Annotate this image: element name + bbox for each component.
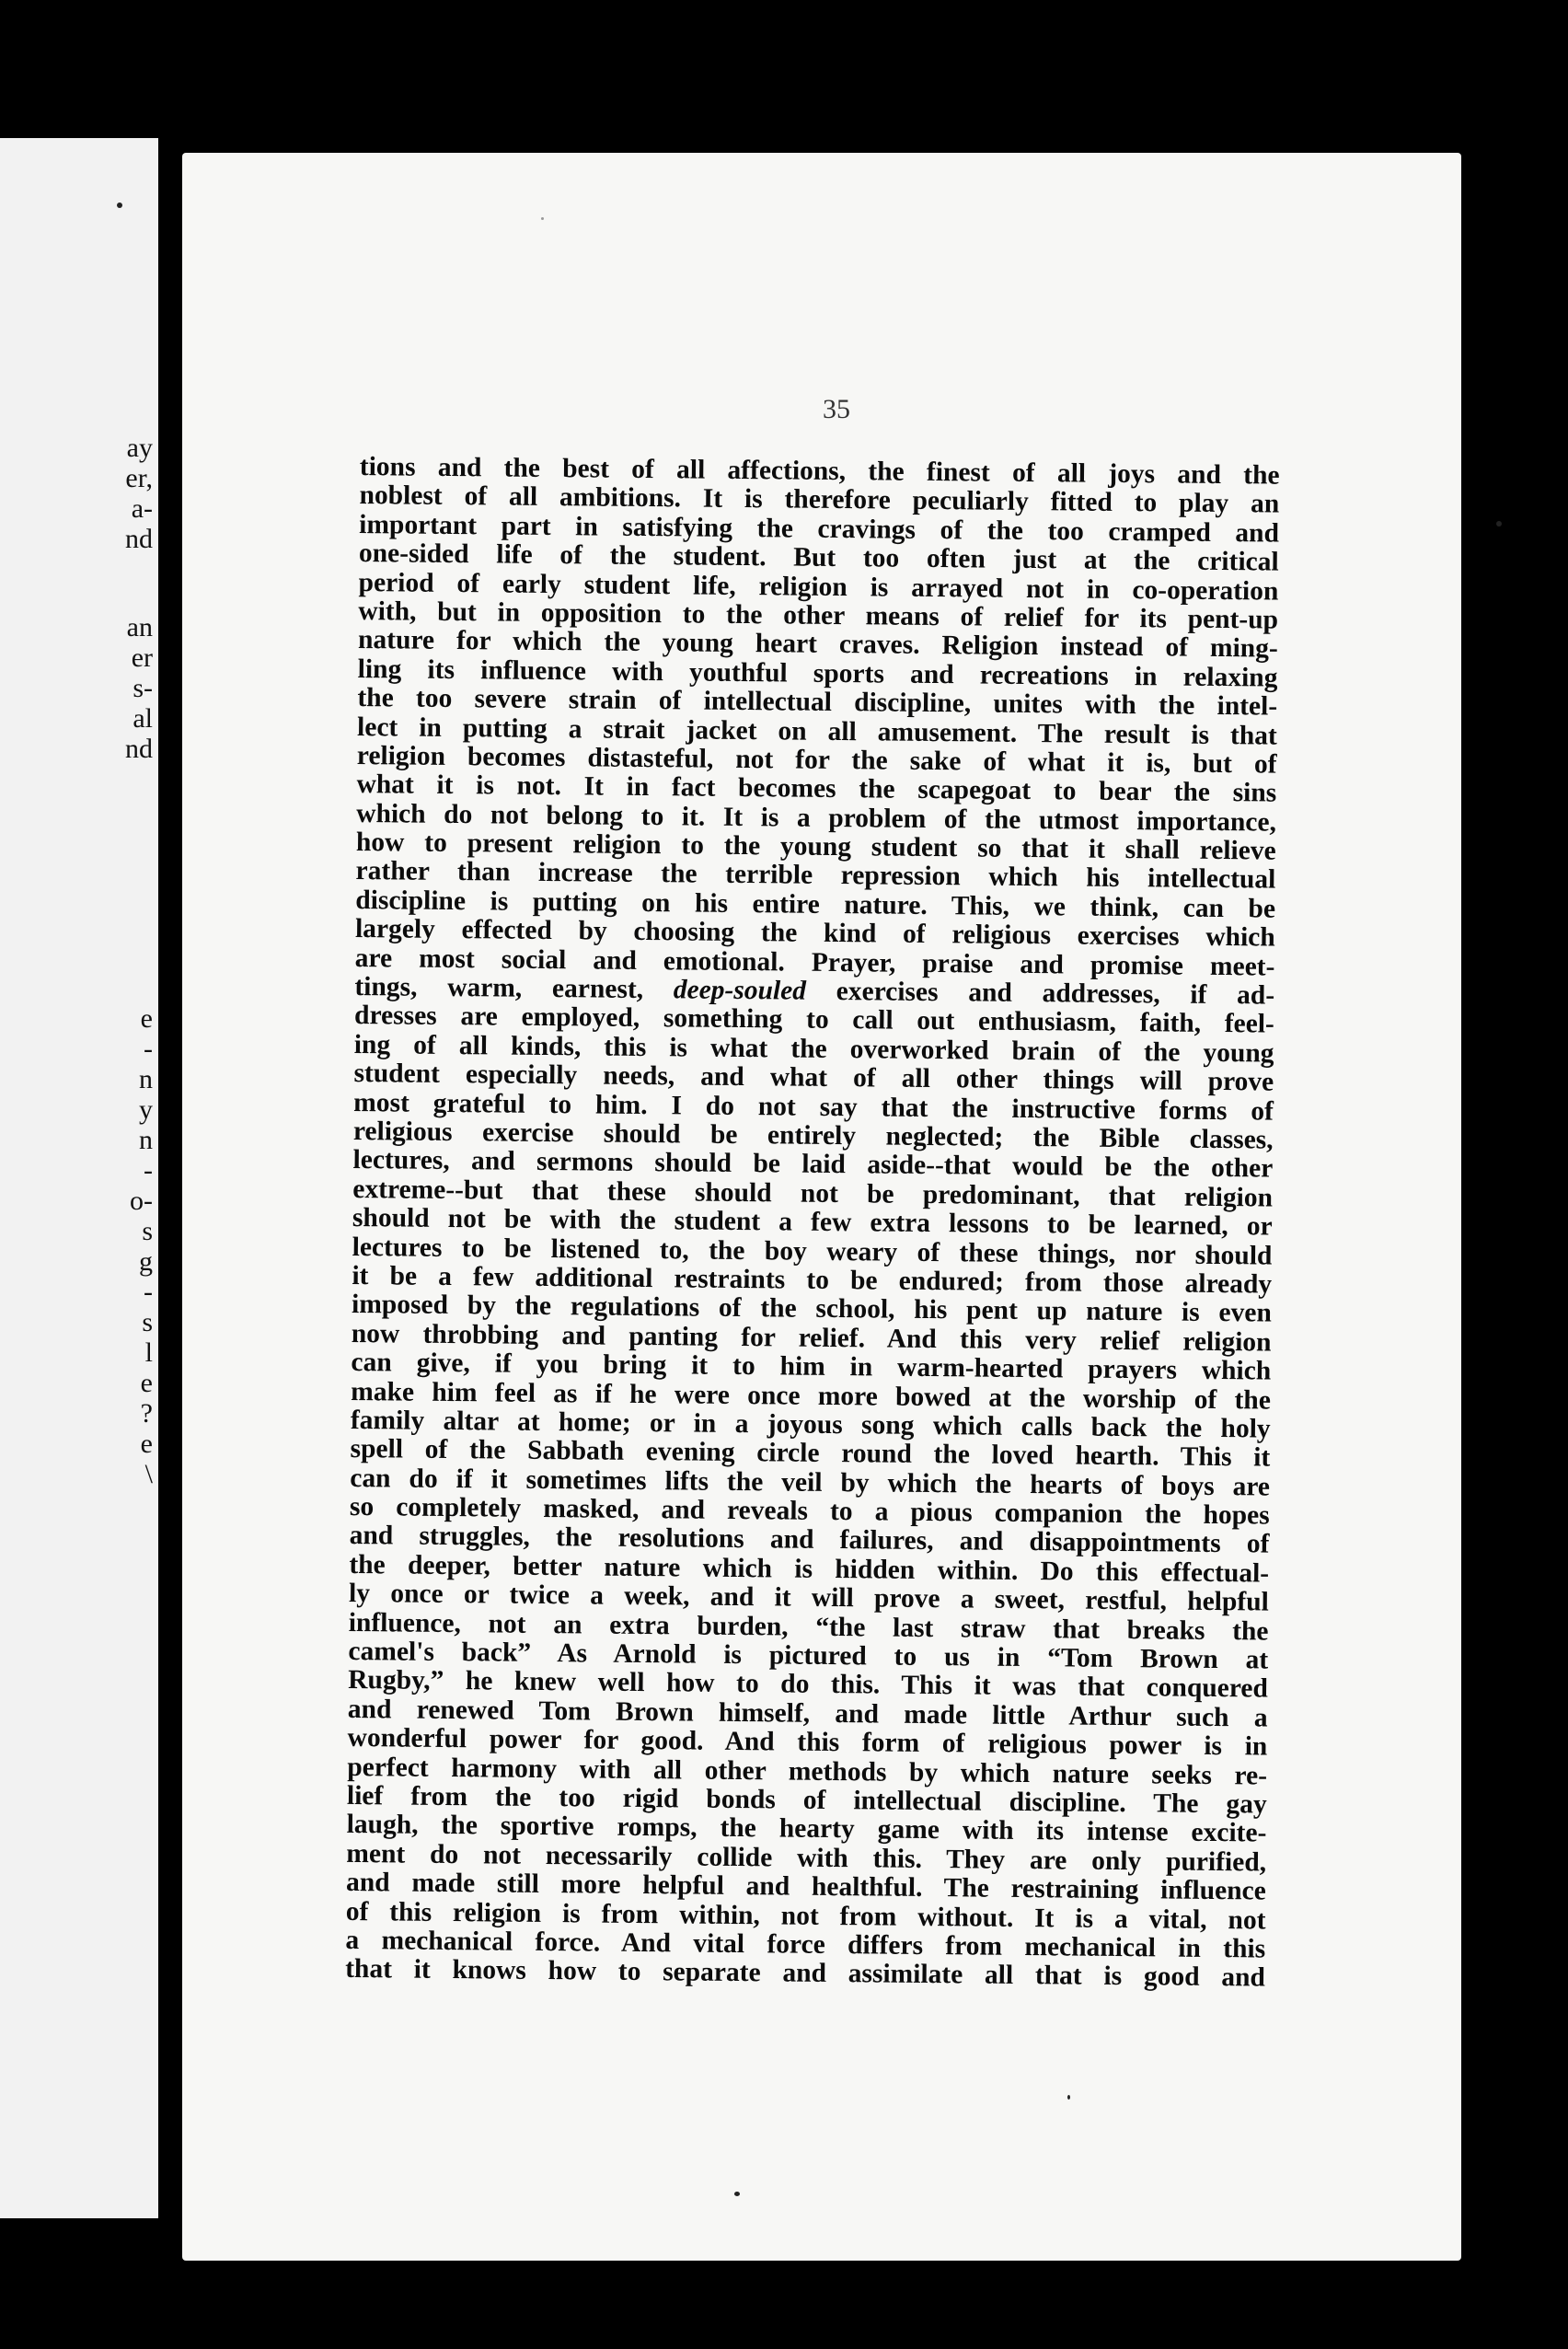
text-line: with, but in opposition to the other means of relief for its pent-up [358,596,1279,635]
fragment-line: y [139,1094,153,1125]
text-line: camel's back” As Arnold is pictured to us in “Tom Brown at [348,1636,1269,1675]
fragment-line: n [139,1064,153,1094]
text-line: Rugby,” he knew well how to do this. This it was that conquered [348,1665,1269,1704]
page-speck [1496,521,1502,526]
fragment-group-upper [125,433,153,554]
fragment-line: nd [125,734,153,764]
page-number: 35 [823,394,850,424]
text-line: extreme--but that these should not be predominant, that religion [352,1174,1274,1213]
fragment-line: nd [125,524,153,554]
text-line: the deeper, better nature which is hidden within. Do this effectual- [349,1549,1270,1589]
page-speck [541,217,544,220]
fragment-line: e [140,1003,153,1034]
text-line: lect in putting a strait jacket on all amusement. The result is that [356,712,1277,751]
text-line: wonderful power for good. And this form of religious power is in [347,1723,1268,1762]
text-line: tions and the best of all affections, the finest of all joys and the [359,452,1280,491]
fragment-line: er [131,642,153,673]
text-line: are most social and emotional. Prayer, praise and promise meet- [354,943,1275,982]
text-line: spell of the Sabbath evening circle round the loved hearth. This it [350,1434,1271,1473]
facing-page-edge [0,138,158,2218]
text-line: family altar at home; or in a joyous song which calls back the holy [350,1405,1271,1444]
text-line: religion becomes distasteful, not for the sake of what it is, but of [356,740,1277,780]
text-line: dresses are employed, something to call out enthusiasm, faith, feel- [353,1001,1274,1039]
text-line: rather than increase the terrible repression which his intellectual [355,856,1276,896]
page-speck [117,202,122,208]
fragment-line: \ [144,1459,153,1489]
fragment-line: al [133,703,153,734]
text-line: laugh, the sportive romps, the hearty game with its intense excite- [346,1810,1267,1848]
fragment-line: - [144,1277,153,1307]
text-line: how to present religion to the young student so that it shall relieve [355,827,1276,866]
text-line: important part in satisfying the cravings of the too cramped and [359,509,1280,549]
body-text [345,453,1280,1993]
text-line: lectures to be listened to, the boy weary of these things, nor should [352,1232,1273,1271]
fragment-line: - [144,1155,153,1186]
fragment-line: e [140,1429,153,1459]
fragment-line: l [144,1337,153,1368]
text-line: and struggles, the resolutions and failures, and disappointments of [349,1521,1270,1559]
fragment-group-lower [130,1003,153,1489]
text-line: make him feel as if he were once more bowed at the worship of the [351,1376,1272,1416]
text-line: largely effected by choosing the kind of religious exercises which [354,914,1275,953]
text-line: most grateful to him. I do not say that the instructive forms of [353,1087,1274,1127]
text-line: of this religion is from within, not from without. It is a vital, not [345,1896,1266,1936]
text-line: perfect harmony with all other methods by which nature seeks re- [347,1752,1268,1791]
text-line: influence, not an extra burden, “the last straw that breaks the [348,1607,1269,1647]
fragment-line: er, [125,463,153,493]
text-line: can do if it sometimes lifts the veil by which the hearts of boys are [350,1463,1271,1502]
fragment-line: - [144,1034,153,1064]
fragment-line: o- [130,1186,153,1216]
text-line: can give, if you bring it to him in warm-hearted prayers which [351,1348,1272,1386]
page-speck [734,2192,740,2196]
fragment-line: s [142,1307,153,1337]
fragment-line: ay [126,433,153,463]
text-line: nature for which the young heart craves. Religion instead of ming- [357,625,1278,664]
text-line: which do not belong to it. It is a problem of the utmost importance, [356,798,1277,838]
text-line: ling its influence with youthful sports and recreations in relaxing [357,654,1278,693]
text-line: the too severe strain of intellectual discipline, unites with the intel- [357,683,1278,722]
text-line: that it knows how to separate and assimilate all that is good and [345,1954,1266,1993]
fragment-line: n [139,1125,153,1155]
text-line: religious exercise should be entirely neglected; the Bible classes, [352,1116,1274,1155]
fragment-line: s [142,1216,153,1246]
text-line: imposed by the regulations of the school, his pent up nature is even [351,1290,1272,1328]
book-page [182,153,1461,2261]
text-line: ment do not necessarily collide with this. They are only purified, [346,1838,1267,1878]
fragment-line: e [140,1368,153,1398]
text-line: it be a few additional restraints to be endured; from those already [352,1260,1273,1300]
text-line: should not be with the student a few extra lessons to be learned, or [352,1203,1273,1242]
fragment-line: g [139,1246,153,1277]
text-line: lectures, and sermons should be laid aside--that would be the other [352,1145,1274,1184]
text-line: period of early student life, religion is arrayed not in co-operation [358,567,1279,607]
text-line: and made still more helpful and healthful. The restraining influence [345,1868,1266,1906]
text-line: and renewed Tom Brown himself, and made little Arthur such a [347,1694,1268,1733]
text-line: discipline is putting on his entire nature. This, we think, can be [355,885,1276,924]
text-line: what it is not. It in fact becomes the scapegoat to bear the sins [356,770,1277,808]
text-line: a mechanical force. And vital force differs from mechanical in this [345,1925,1266,1964]
fragment-line: a- [131,493,153,524]
text-line: lief from the too rigid bonds of intellectual discipline. The gay [346,1780,1267,1820]
text-line: one-sided life of the student. But too often just at the critical [358,538,1279,577]
text-line: ing of all kinds, this is what the overworked brain of the young [353,1029,1274,1069]
text-line: ly once or twice a week, and it will prove a sweet, restful, helpful [348,1579,1269,1617]
fragment-group-middle [125,612,153,764]
text-line: tings, warm, earnest, deep-souled exercises and addresses, if ad- [354,972,1275,1011]
page-speck [1067,2095,1070,2100]
text-line: now throbbing and panting for relief. And this very relief religion [351,1318,1272,1358]
text-line: noblest of all ambitions. It is therefore peculiarly fitted to play an [359,480,1280,519]
italic-emphasis: deep-souled [673,975,807,1006]
fragment-line: s- [133,673,153,703]
fragment-line: an [126,612,153,642]
text-line: student especially needs, and what of all other things will prove [353,1059,1274,1097]
text-line: so completely masked, and reveals to a pious companion the hopes [349,1492,1270,1531]
fragment-line: ? [140,1398,153,1429]
